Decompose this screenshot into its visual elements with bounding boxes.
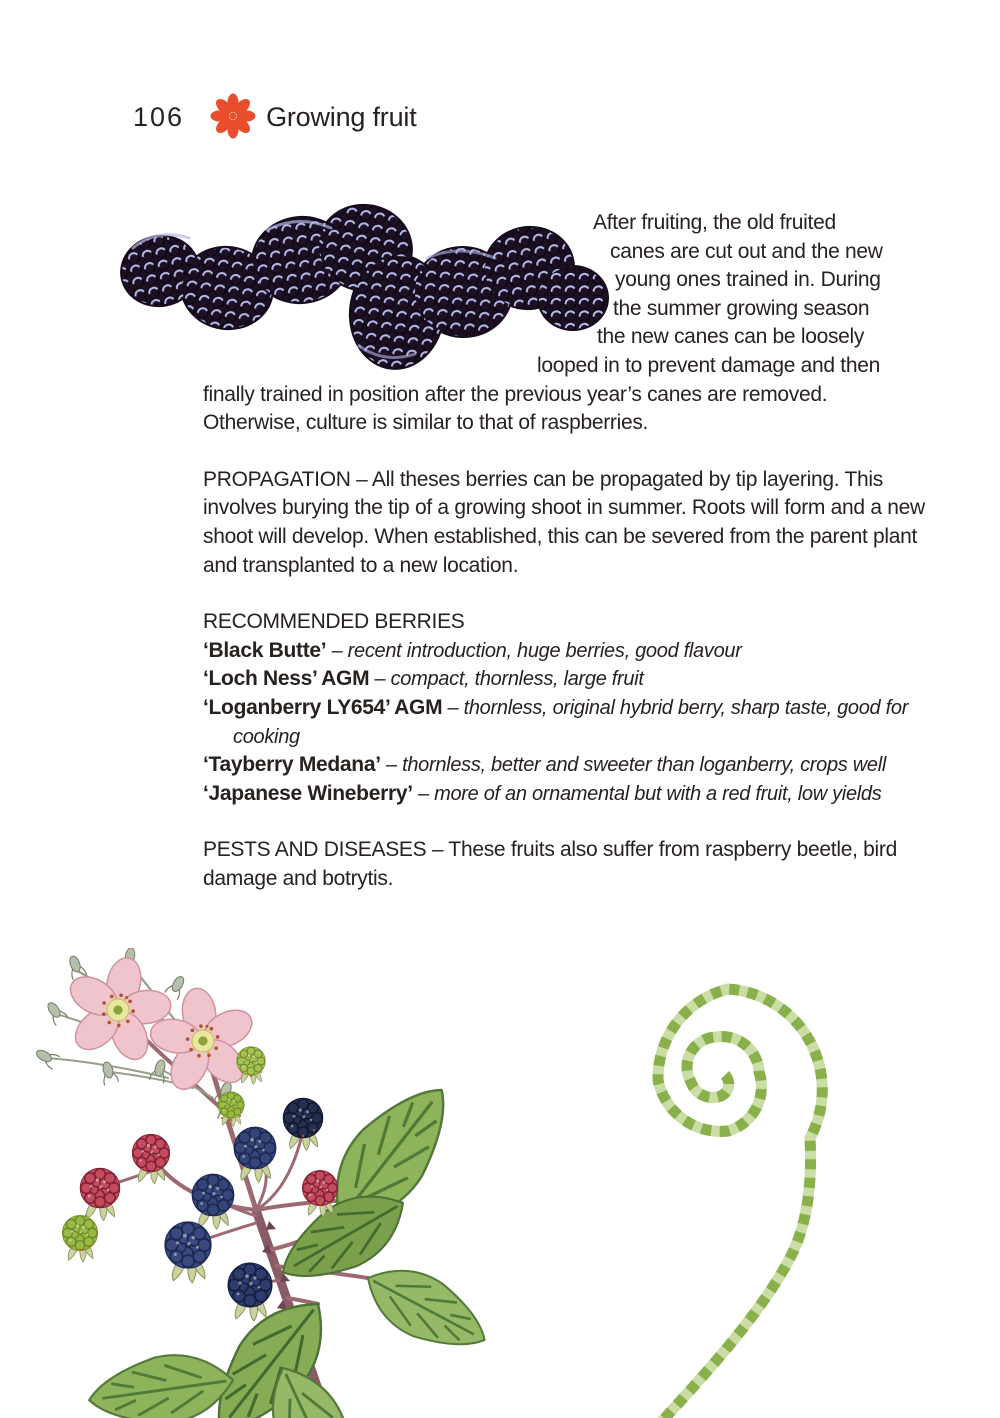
berry-list-item: [203, 751, 941, 780]
berry-description: – more of an ornamental but with a red fruit, low yields: [412, 782, 882, 805]
intro-line: looped in to prevent damage and then: [537, 353, 880, 377]
berry-list-item: [203, 780, 941, 809]
pests-paragraph: PESTS AND DISEASES – These fruits also suffer from raspberry beetle, bird damage and botrytis.: [203, 838, 897, 890]
bramble-botanical-illustration: [18, 948, 520, 1418]
berry-description: – thornless, original hybrid berry, sharp taste, good for cooking: [233, 696, 909, 748]
intro-line: the new canes can be loosely: [597, 325, 865, 349]
intro-line: the summer growing season: [613, 296, 870, 320]
berry-name: ‘Tayberry Medana’: [203, 753, 381, 777]
intro-line: canes are cut out and the new: [610, 239, 883, 263]
page-title: Growing fruit: [266, 101, 417, 132]
berry-name: ‘Japanese Wineberry’: [203, 781, 413, 805]
propagation-paragraph: PROPAGATION – All theses berries can be propagated by tip layering. This involves burying the tip of a growing shoot in summer. Roots will form and a new shoot will develop. When established, this can be severed from the parent plant and transplanted to a new location.: [203, 467, 925, 577]
intro-line: finally trained in position after the previous year’s canes are removed.: [203, 382, 828, 406]
page-number: 106: [133, 101, 185, 132]
intro-line: Otherwise, culture is similar to that of raspberries.: [203, 411, 649, 435]
recommended-berries-heading: RECOMMENDED BERRIES: [203, 610, 465, 634]
article-body: [203, 209, 941, 893]
berry-name: ‘Black Butte’: [203, 638, 327, 662]
berry-list-item: [203, 637, 941, 666]
tendril-spiral-ornament: [640, 980, 860, 1418]
intro-line: After fruiting, the old fruited: [593, 211, 836, 234]
berry-name: ‘Loch Ness’ AGM: [203, 667, 370, 691]
berry-list-item: [203, 694, 941, 751]
page-header: [133, 92, 417, 142]
berry-description: – recent introduction, huge berries, good flavour: [326, 639, 742, 662]
berry-name: ‘Loganberry LY654’ AGM: [203, 695, 443, 719]
flower-icon: [210, 92, 256, 142]
recommended-berries-section: [203, 608, 941, 808]
berry-description: – compact, thornless, large fruit: [369, 668, 644, 691]
intro-paragraph: [203, 209, 941, 438]
berry-list-item: [203, 665, 941, 694]
berry-description: – thornless, better and sweeter than loganberry, crops well: [380, 754, 886, 777]
intro-line: young ones trained in. During: [615, 268, 881, 292]
